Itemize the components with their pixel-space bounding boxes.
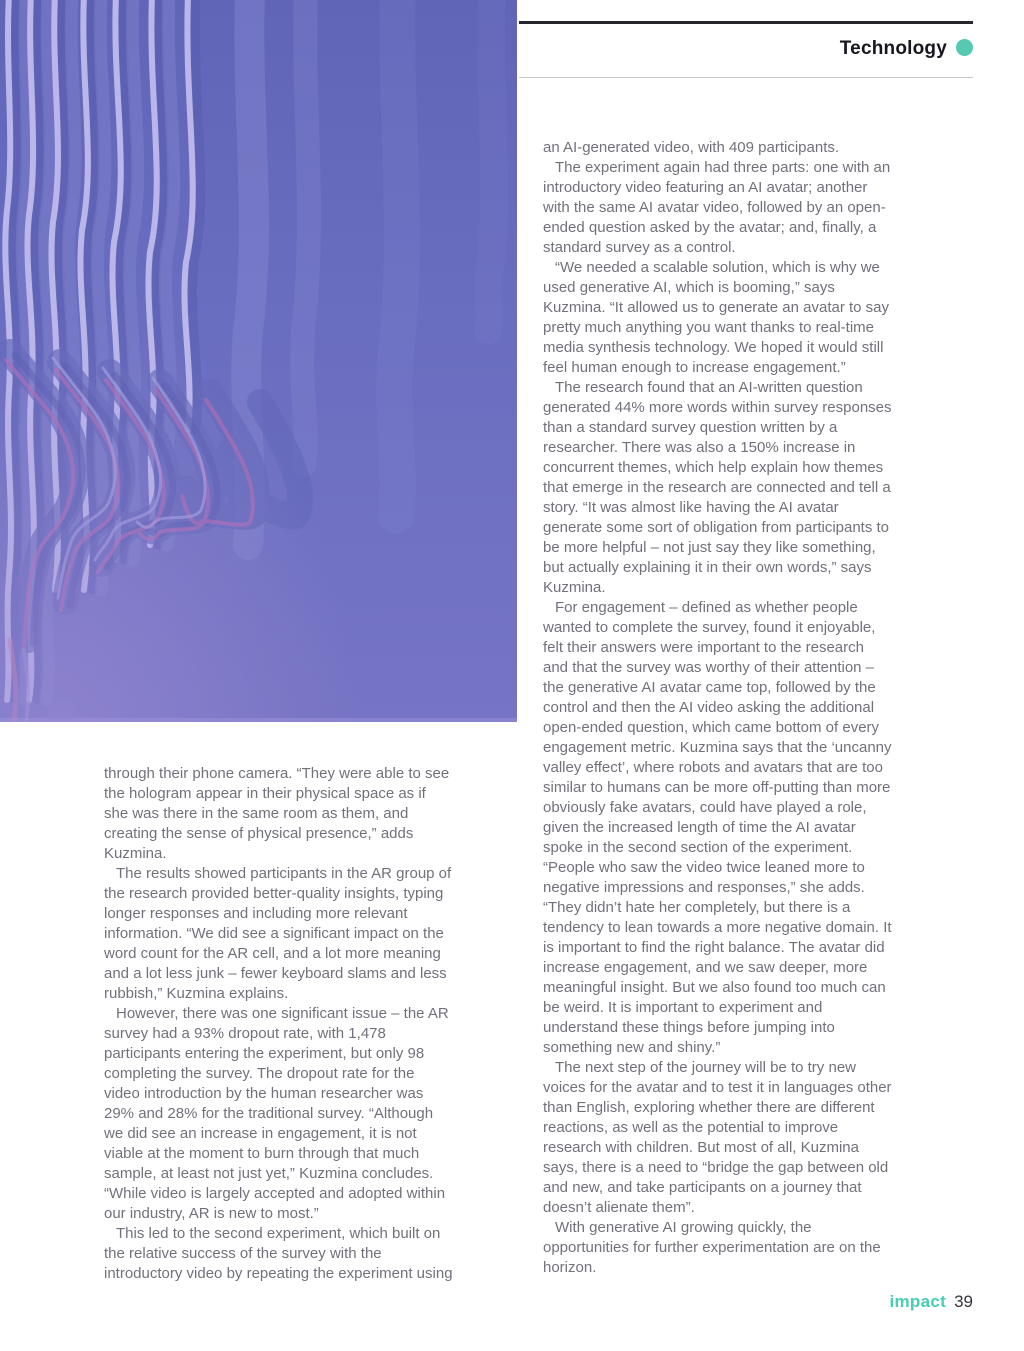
magazine-logo: impact bbox=[889, 1292, 947, 1311]
header-rule-top bbox=[519, 21, 973, 24]
paragraph: However, there was one significant issue – the AR survey had a 93% dropout rate, with 1,478 participants entering the experiment, but only 98 completing the survey. The dropout rate for the video introduction by the human researcher was 29% and 28% for the traditional survey. “Although we did see an increase in engagement, it is not viable at the moment to burn through that much sample, at least not just yet,” Kuzmina concludes. “While video is largely accepted and adopted within our industry, AR is new to most.” bbox=[104, 1005, 449, 1222]
paragraph: This led to the second experiment, which built on the relative success of the survey with the introductory video by repeating the experiment using bbox=[104, 1225, 453, 1282]
section-dot-icon bbox=[956, 39, 973, 56]
paragraph: The experiment again had three parts: one with an introductory video featuring an AI avatar; another with the same AI avatar video, followed by an open-ended question asked by the avatar; and, finally, a standard survey as a control. bbox=[543, 159, 891, 256]
article-column-left bbox=[104, 764, 454, 1284]
paragraph: an AI-generated video, with 409 participants. bbox=[543, 139, 840, 156]
paragraph: With generative AI growing quickly, the opportunities for further experimentation are on the horizon. bbox=[543, 1219, 881, 1276]
paragraph: The research found that an AI-written question generated 44% more words within survey responses than a standard survey question written by a researcher. There was also a 150% increase in concurrent themes, which help explain how themes that emerge in the research are connected and tell a story. “It was almost like having the AI avatar generate some sort of obligation from participants to be more helpful – not just say they like something, but actually explaining it in their own words,” says Kuzmina. bbox=[543, 379, 892, 596]
paragraph: through their phone camera. “They were able to see the hologram appear in their physical space as if she was there in the same room as them, and creating the sense of physical presence,” adds Kuzmina. bbox=[104, 765, 450, 862]
abstract-waves-illustration bbox=[0, 0, 517, 722]
paragraph: For engagement – defined as whether people wanted to complete the survey, found it enjoyable, felt their answers were important to the research and that the survey was worthy of their attention – the generative AI avatar came top, followed by the control and then the AI video asking the additional open-ended question, which came bottom of every engagement metric. Kuzmina says that the ‘uncanny valley effect’, where robots and avatars that are too similar to humans can be more off-putting than more obviously fake avatars, could have played a role, given the increased length of time the AI avatar spoke in the second section of the experiment. “People who saw the video twice leaned more to negative impressions and responses,” she adds. “They didn’t hate her completely, but there is a tendency to lean towards a more negative domain. It is important to find the right balance. The avatar did increase engagement, and we saw deeper, more meaningful insight. But we also found too much can be weird. It is important to experiment and understand these things before jumping into something new and shiny.” bbox=[543, 599, 892, 1056]
section-title: Technology bbox=[839, 38, 947, 59]
paragraph: The results showed participants in the AR group of the research provided better-quality insights, typing longer responses and including more relevant information. “We did see a significant impact on the word count for the AR cell, and a lot more meaning and a lot less junk – fewer keyboard slams and less rubbish,” Kuzmina explains. bbox=[104, 865, 452, 1002]
article-column-right bbox=[543, 138, 893, 1278]
paragraph: “We needed a scalable solution, which is why we used generative AI, which is booming,” says Kuzmina. “It allowed us to generate an avatar to say pretty much anything you want thanks to real-time media synthesis technology. We hoped it would still feel human enough to increase engagement.” bbox=[543, 259, 890, 376]
page-number: 39 bbox=[954, 1292, 973, 1311]
section-header bbox=[519, 38, 973, 60]
page-footer bbox=[519, 1292, 973, 1312]
paragraph: The next step of the journey will be to try new voices for the avatar and to test it in languages other than English, exploring whether there are different reactions, as well as the potential to improve research with children. But most of all, Kuzmina says, there is a need to “bridge the gap between old and new, and take participants on a journey that doesn’t alienate them”. bbox=[543, 1059, 892, 1216]
hero-image bbox=[0, 0, 517, 722]
header-rule-bottom bbox=[519, 77, 973, 78]
